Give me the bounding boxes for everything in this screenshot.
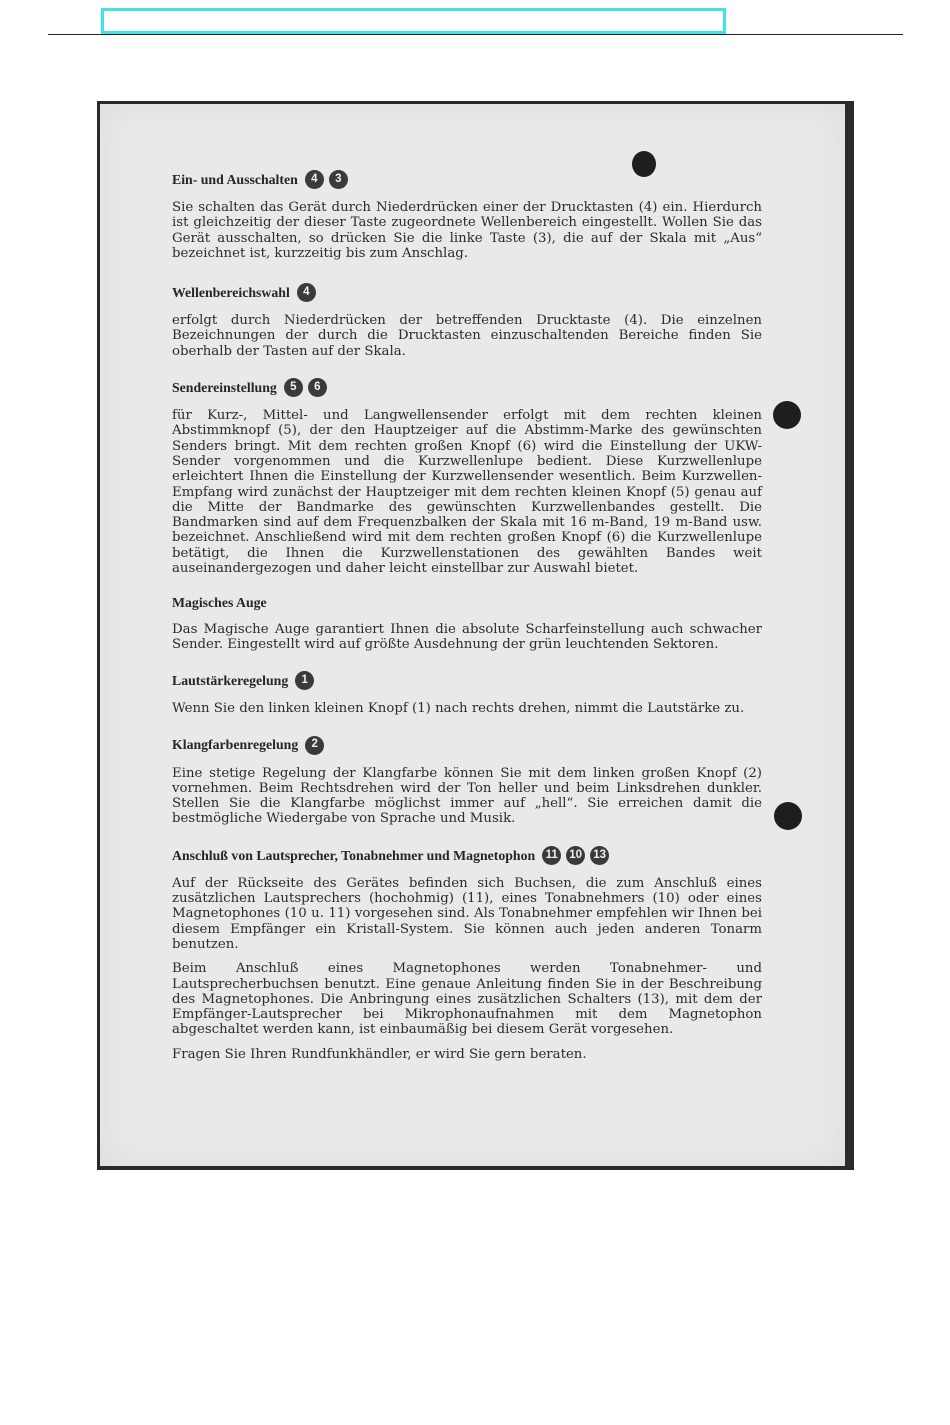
- control-number-badge: 4: [297, 283, 316, 302]
- manual-text: [172, 170, 762, 1081]
- document-page: [100, 104, 845, 1166]
- section-heading: [172, 671, 762, 690]
- paragraph: Fragen Sie Ihren Rundfunkhändler, er wird Sie gern beraten.: [172, 1046, 587, 1062]
- control-number-badge: 1: [295, 671, 314, 690]
- paragraph: Wenn Sie den linken kleinen Knopf (1) nach rechts drehen, nimmt die Lautstärke zu.: [172, 701, 745, 717]
- section-wellenbereichswahl: [172, 283, 762, 359]
- punch-hole: [774, 802, 802, 830]
- heading-text: Ein- und Ausschalten: [172, 171, 298, 187]
- section-klangfarbenregelung: [172, 736, 762, 827]
- paragraph: Beim Anschluß eines Magnetophones werden Tonabnehmer- und Lautsprecherbuchsen benutzt. Eine genaue Anleitung finden Sie in der Beschreibung des Magnetophones. Die Anbringung eines zusätzlichen Schalters (13), mit dem der Empfänger-Lautsprecher bei Mikrophonaufnahmen mit dem Magnetophon abgeschaltet werden kann, ist einbaumäßig bei diesem Gerät vorgesehen.: [172, 961, 762, 1038]
- control-number-badge: 4: [305, 170, 324, 189]
- section-heading: [172, 846, 762, 865]
- section-lautstaerkeregelung: [172, 671, 762, 716]
- control-number-badge: 11: [542, 846, 561, 865]
- section-sendereinstellung: [172, 378, 762, 576]
- heading-text: Magisches Auge: [172, 595, 267, 611]
- paragraph: Sie schalten das Gerät durch Niederdrücken einer der Drucktasten (4) ein. Hierdurch ist gleichzeitig der dieser Taste zugeordnete Wellenbereich eingestellt. Wollen Sie das Gerät ausschalten, so drücken Sie die linke Taste (3), die auf der Skala mit „Aus“ bezeichnet ist, kurzzeitig bis zum Anschlag.: [172, 200, 762, 261]
- top-rule: [48, 34, 903, 35]
- section-heading: [172, 378, 762, 397]
- selection-highlight-box: [101, 8, 726, 34]
- paragraph: Das Magische Auge garantiert Ihnen die absolute Scharfeinstellung auch schwacher Sender. Eingestellt wird auf größte Ausdehnung der grün leuchtenden Sektoren.: [172, 621, 762, 652]
- paragraph: Eine stetige Regelung der Klangfarbe können Sie mit dem linken großen Knopf (2) vornehmen. Beim Rechtsdrehen wird der Ton heller und beim Linksdrehen dunkler. Stellen Sie die Klangfarbe möglichst immer auf „hell“. Sie erreichen damit die bestmögliche Wiedergabe von Sprache und Musik.: [172, 765, 762, 827]
- section-heading: [172, 736, 762, 755]
- section-heading: [172, 170, 762, 189]
- section-anschluss: [172, 846, 762, 1062]
- section-ein-ausschalten: [172, 170, 762, 261]
- heading-text: Wellenbereichswahl: [172, 285, 290, 301]
- paragraph: Auf der Rückseite des Gerätes befinden sich Buchsen, die zum Anschluß eines zusätzlichen Lautsprechers (hochohmig) (11), eines Tonabnehmers (10) oder eines Magnetophones (10 u. 11) vorgesehen sind. Als Tonabnehmer empfehlen wir Ihnen bei diesem Empfänger ein Kristall-System. Sie können auch jeden anderen Tonarm benutzen.: [172, 875, 762, 952]
- control-number-badge: 10: [566, 846, 585, 865]
- control-number-badge: 13: [590, 846, 609, 865]
- paragraph: für Kurz-, Mittel- und Langwellensender erfolgt mit dem rechten kleinen Abstimmknopf (5), der den Hauptzeiger auf die Abstimm-Marke des gewünschten Senders bringt. Mit dem rechten großen Knopf (6) wird die Einstellung der UKW-Sender vorgenommen und die Kurzwellenlupe bedient. Diese Kurzwellenlupe erleichtert Ihnen die Einstellung der Kurzwellensender wesentlich. Beim Kurzwellen-Empfang wird zunächst der Hauptzeiger mit dem rechten kleinen Knopf (5) genau auf die Mitte der Bandmarke des gewünschten Kurzwellenbandes gestellt. Die Bandmarken sind auf dem Frequenzbalken der Skala mit 16 m-Band, 19 m-Band usw. bezeichnet. Anschließend wird mit dem rechten großen Knopf (6) die Kurzwellenlupe betätigt, die Ihnen die Kurzwellenstationen des gewählten Bandes weit auseinandergezogen und daher leicht einstellbar zur Auswahl bietet.: [172, 408, 762, 577]
- paragraph: erfolgt durch Niederdrücken der betreffenden Drucktaste (4). Die einzelnen Bezeichnungen der durch die Drucktasten einzuschaltenden Bereiche finden Sie oberhalb der Tasten auf der Skala.: [172, 313, 762, 359]
- punch-hole: [773, 401, 801, 429]
- control-number-badge: 6: [308, 378, 327, 397]
- control-number-badge: 5: [284, 378, 303, 397]
- section-magisches-auge: [172, 595, 762, 652]
- control-number-badge: 3: [329, 170, 348, 189]
- section-heading: [172, 283, 762, 302]
- heading-text: Sendereinstellung: [172, 379, 277, 395]
- heading-text: Lautstärkeregelung: [172, 673, 289, 689]
- heading-text: Anschluß von Lautsprecher, Tonabnehmer und Magnetophon: [172, 847, 536, 863]
- heading-text: Klangfarbenregelung: [172, 737, 299, 753]
- section-heading: [172, 595, 762, 610]
- control-number-badge: 2: [305, 736, 324, 755]
